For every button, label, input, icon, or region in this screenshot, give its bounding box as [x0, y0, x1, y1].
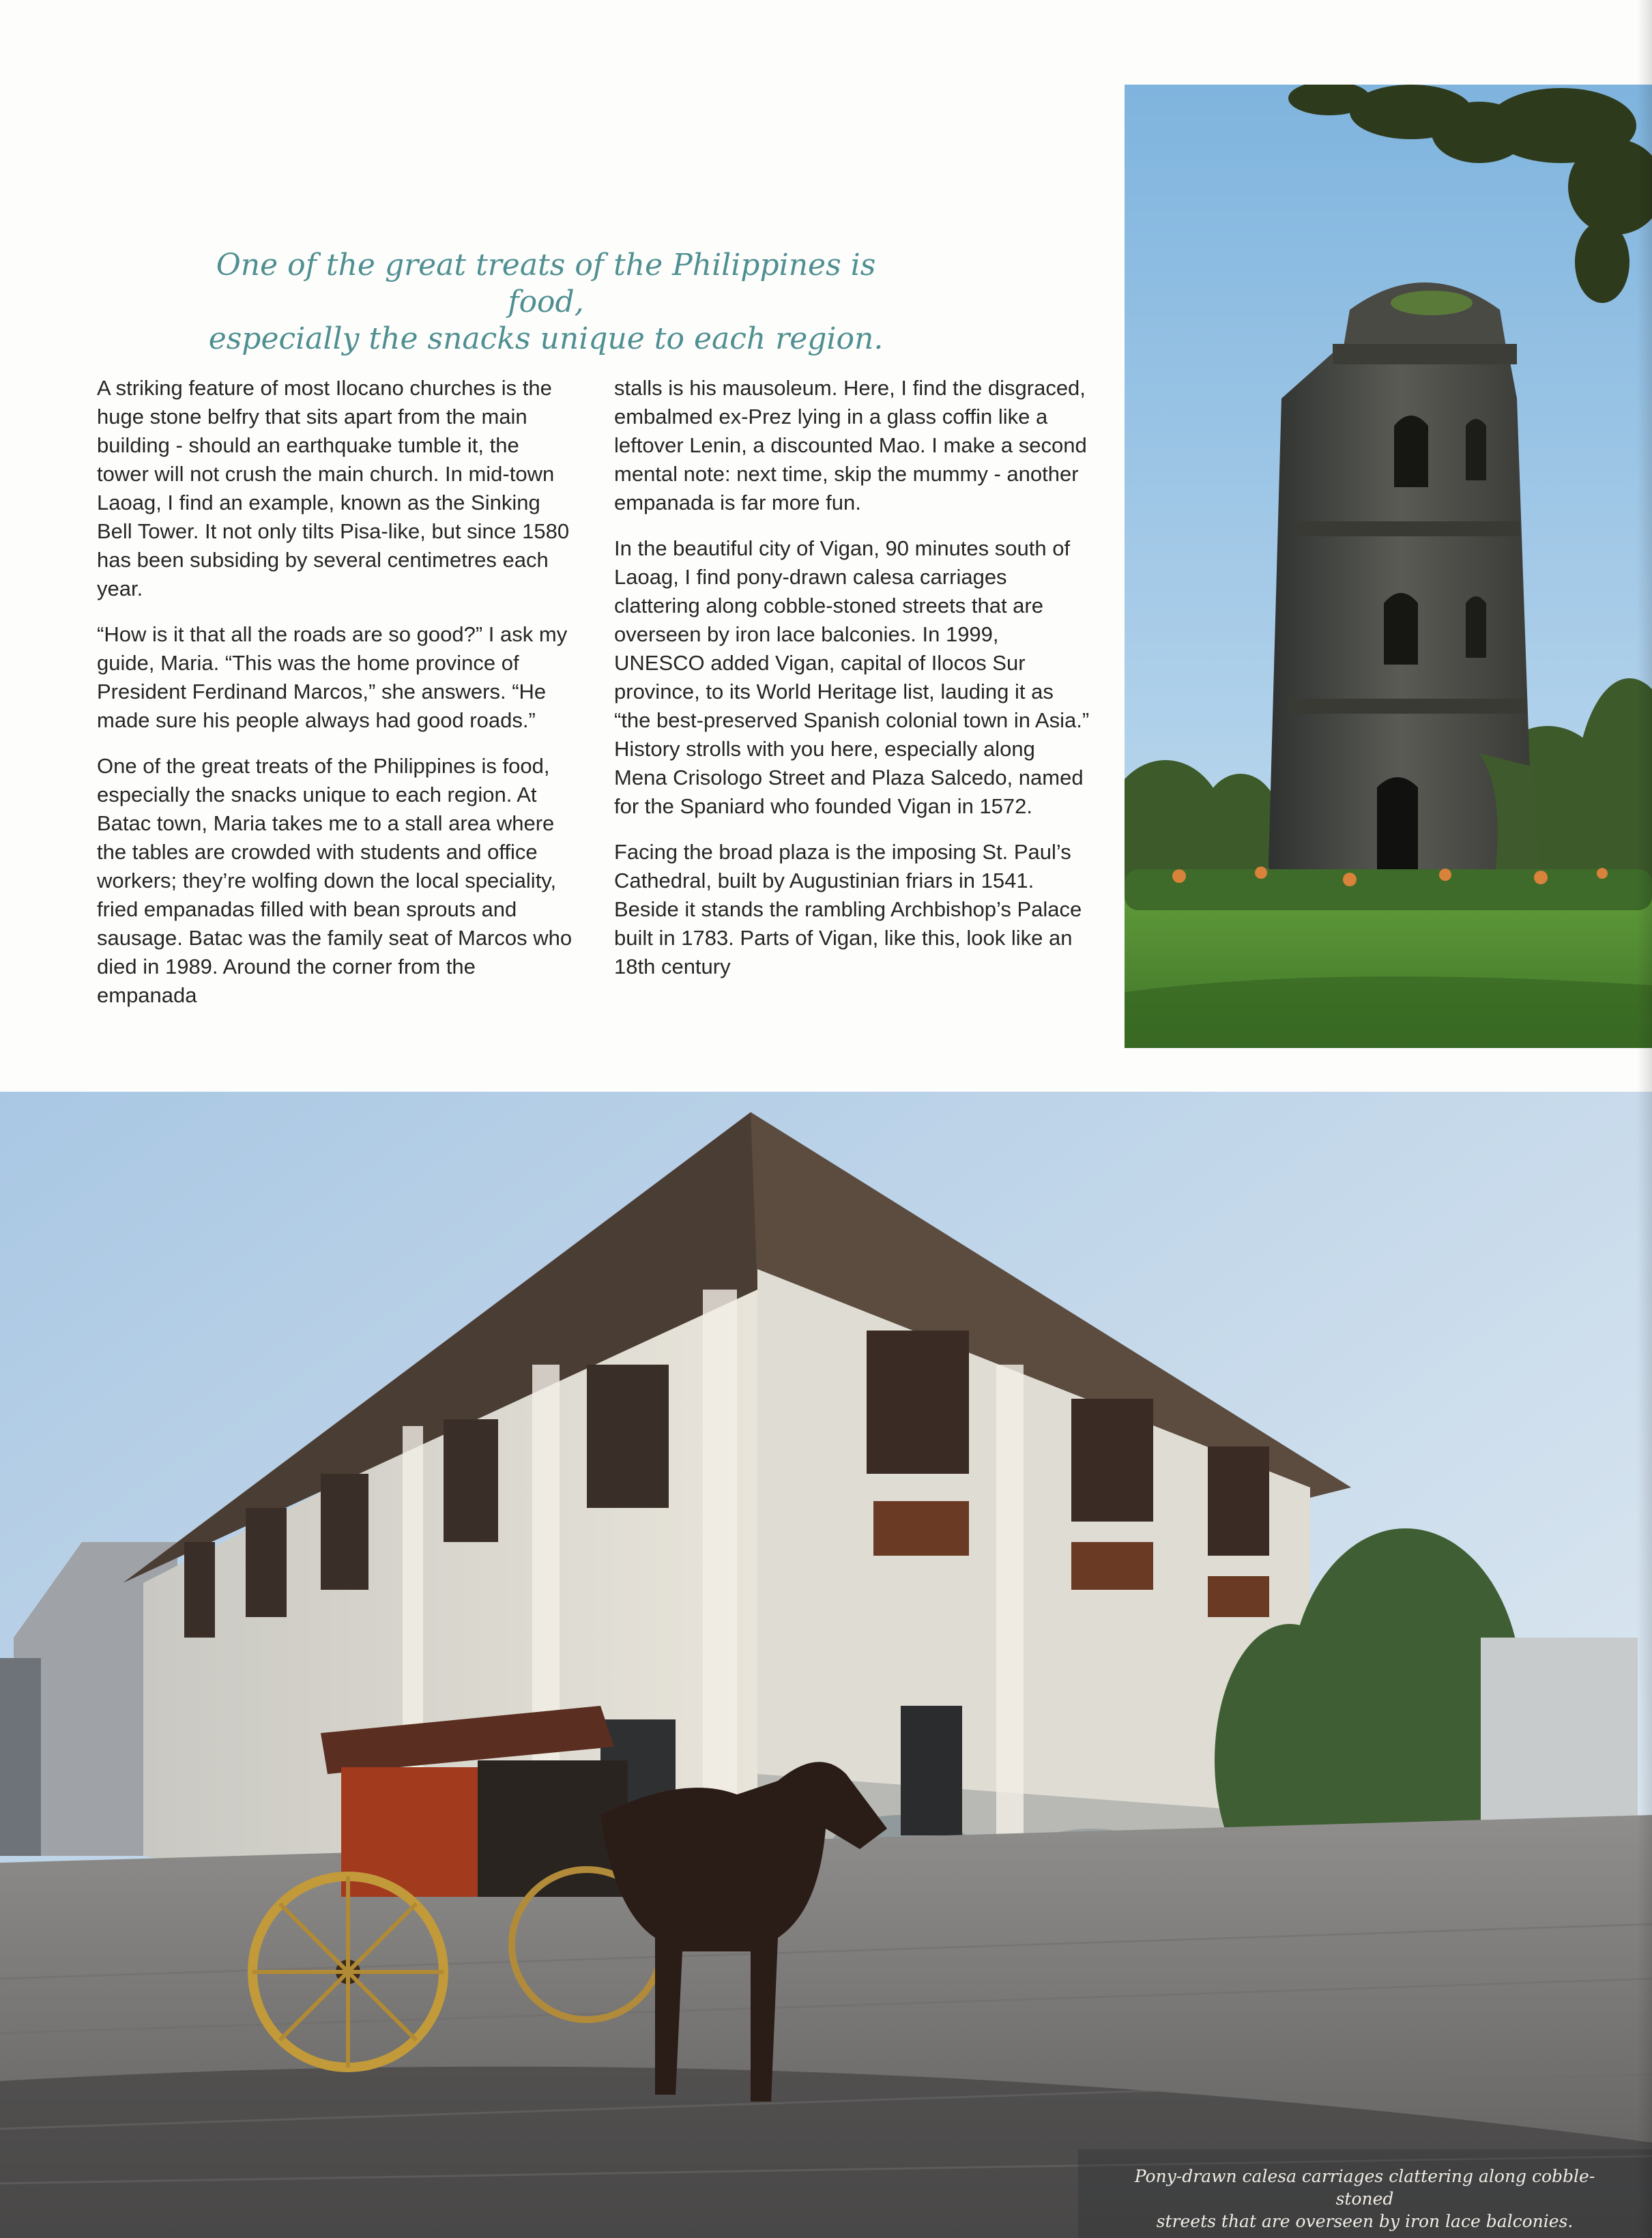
paragraph: One of the great treats of the Philippines is food, especially the snacks unique to each region. At Batac town, Maria takes me to a stall area where the tables are crowded with students and office workers; they’re wolfing down the local speciality, fried empanadas filled with bean sprouts and sausage. Batac was the family seat of Marcos who died in 1989. Around the corner from the empanada	[97, 754, 573, 1007]
paragraph: In the beautiful city of Vigan, 90 minutes south of Laoag, I find pony-drawn calesa carriages clattering along cobble-stoned streets that are overseen by iron lace balconies. In 1999, UNESCO added Vigan, capital of Ilocos Sur province, to its World Heritage list, lauding it as “the best-preserved Spanish colonial town in Asia.” History strolls with you here, especially along Mena Crisologo Street and Plaza Salcedo, named for the Spaniard who founded Vigan in 1572.	[614, 536, 1090, 818]
page-gutter-shadow	[1637, 0, 1652, 2238]
pull-quote-line-1: One of the great treats of the Philippines is food,	[216, 248, 876, 319]
article-column-left	[97, 374, 575, 1027]
caption-line-2: streets that are overseen by iron lace balconies.	[1156, 2211, 1574, 2231]
photo-caption	[1112, 2165, 1617, 2233]
pull-quote-line-2: especially the snacks unique to each region.	[208, 321, 884, 356]
vigan-street-photo	[0, 1092, 1652, 2238]
caption-line-1: Pony-drawn calesa carriages clattering along cobble-stoned	[1134, 2166, 1595, 2209]
paragraph: stalls is his mausoleum. Here, I find the disgraced, embalmed ex-Prez lying in a glass coffin like a leftover Lenin, a discounted Mao. I make a second mental note: next time, skip the mummy - another empanada is far more fun.	[614, 376, 1087, 514]
pull-quote	[205, 247, 887, 358]
article-column-right	[614, 374, 1092, 998]
paragraph: “How is it that all the roads are so good?” I ask my guide, Maria. “This was the home province of President Ferdinand Marcos,” she answers. “He made sure his people always had good roads.”	[97, 622, 568, 732]
paragraph: Facing the broad plaza is the imposing St. Paul’s Cathedral, built by Augustinian friars in 1541. Beside it stands the rambling Archbishop’s Palace built in 1783. Parts of Vigan, like this, look like an 18th century	[614, 840, 1082, 978]
bell-tower-photo	[1125, 85, 1652, 1048]
paragraph: A striking feature of most Ilocano churches is the huge stone belfry that sits apart from the main building - should an earthquake tumble it, the tower will not crush the main church. In mid-town Laoag, I find an example, known as the Sinking Bell Tower. It not only tilts Pisa-like, but since 1580 has been subsiding by several centimetres each year.	[97, 376, 570, 600]
